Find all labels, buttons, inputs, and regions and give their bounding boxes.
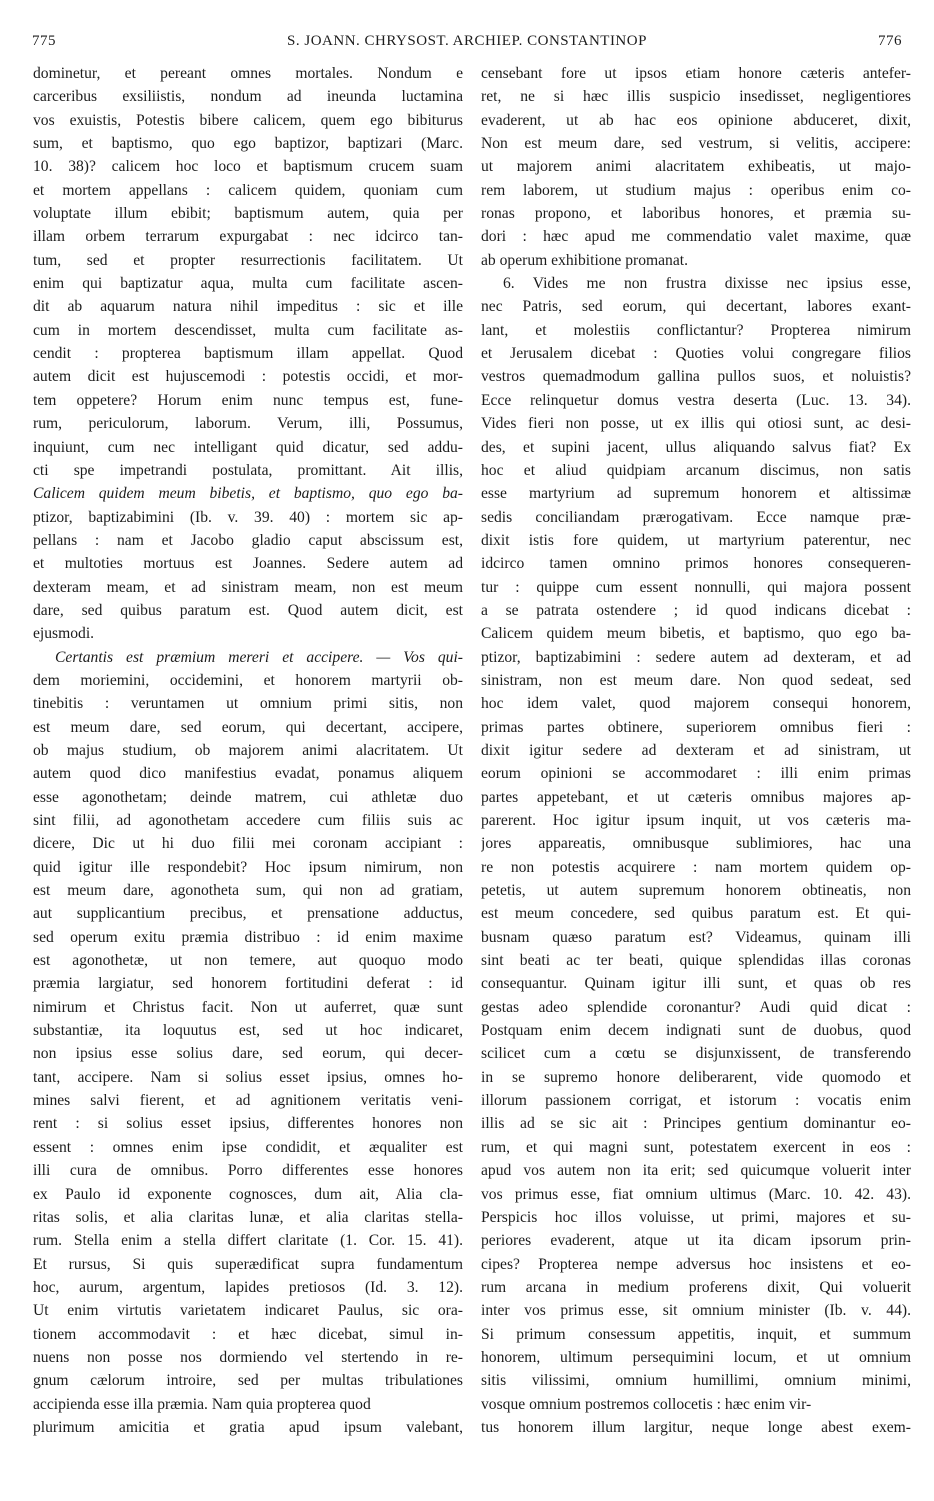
text-line: idcirco tamen omnino primos honores consequeren-: [481, 555, 911, 573]
text-line: nuens non posse nos dormiendo vel stertendo in re-: [33, 1348, 463, 1366]
text-line: aut supplicantium precibus, et prensatione adductus,: [33, 905, 463, 923]
text-line: autem quod dico manifestius evadat, ponamus aliquem: [33, 765, 463, 783]
text-line: illam orbem terrarum expurgabat : nec idcirco tan-: [33, 228, 463, 246]
text-line: cendit : propterea baptismum illam appellat. Quod: [33, 345, 463, 363]
text-line: gnum cælorum introire, sed per multas tribulationes: [33, 1372, 463, 1390]
text-line: petetis, ut autem supremum honorem obtineatis, non: [481, 882, 911, 900]
text-line: Si primum consessum appetitis, inquit, et summum: [481, 1325, 911, 1343]
text-line: ex Paulo id exponente cognosces, dum ait, Alia cla-: [33, 1185, 463, 1203]
text-line: et multoties mortuus est Joannes. Sedere autem ad: [33, 555, 463, 573]
text-line: censebant fore ut ipsos etiam honore cæteris antefer-: [481, 65, 911, 82]
text-line: jores appareatis, omnibusque sublimiores, hac una: [481, 835, 911, 853]
text-line: illis ad se sic ait : Principes gentium dominantur eo-: [481, 1115, 911, 1133]
text-line: 10. 38)? calicem hoc loco et baptismum crucem suam: [33, 158, 463, 176]
text-line: accipienda esse illa præmia. Nam quia propterea quod: [33, 1395, 371, 1413]
left-column: [33, 62, 463, 1439]
text-line: sinistram, non est meum dare. Non quod sedeat, sed: [481, 671, 911, 689]
text-line: dare, sed quibus paratum est. Quod autem dicit, est: [33, 601, 463, 619]
text-line: cti spe impetrandi postulata, promittant. Ait illis,: [33, 461, 463, 479]
text-line: et mortem appellans : calicem quidem, quoniam cum: [33, 181, 463, 199]
text-line: Et rursus, Si quis superædificat supra fundamentum: [33, 1255, 463, 1273]
text-line: evaderent, ut ab hac eos opinione abduceret, dixit,: [481, 111, 911, 129]
text-line: re non potestis acquirere : nam mortem quidem op-: [481, 858, 911, 876]
text-line: lant, et molestiis conflictantur? Propterea nimirum: [481, 321, 911, 339]
text-line: pellans : nam et Jacobo gladio caput abscissum est,: [33, 531, 463, 549]
text-line: est meum concedere, sed quibus paratum est. Et qui-: [481, 905, 911, 923]
text-line: Postquam enim decem indignati sunt de duobus, quod: [481, 1022, 911, 1040]
text-line: ret, ne si hæc illis suspicio insedisset, negligentiores: [481, 88, 911, 106]
text-line: sed operum exitu præmia distribuo : id enim maxime: [33, 928, 463, 946]
text-line: rent : si solius esset ipsius, differentes honores non: [33, 1115, 463, 1133]
text-line: rum, periculorum, laborum. Verum, illi, Possumus,: [33, 415, 463, 433]
text-line: scilicet cum a cœtu se disjunxissent, de transferendo: [481, 1045, 911, 1063]
page-number-right: 776: [878, 33, 902, 49]
text-line: inquiunt, cum nec intelligant quid dicatur, sed addu-: [33, 438, 463, 456]
text-line: dixit igitur sedere ad dexteram et ad sinistram, ut: [481, 741, 911, 759]
text-line: ptizor, baptizabimini (Ib. v. 39. 40) : mortem sic ap-: [33, 508, 463, 526]
text-line: tus honorem illum largitur, neque longe abest exem-: [481, 1418, 911, 1436]
text-line: autem dicit est hujuscemodi : potestis occidi, et mor-: [33, 368, 463, 386]
text-line: vestros quemadmodum gallina pullos suos, et noluistis?: [481, 368, 911, 386]
text-line: busnam quæso paratum est? Videamus, quinam illi: [481, 928, 911, 946]
text-line: eorum opinioni se accommodaret : illi enim primas: [481, 765, 911, 783]
text-line: nec Patris, sed eorum, qui decertant, labores exant-: [481, 298, 911, 316]
text-line: est meum dare, agonotheta sum, qui non ad gratiam,: [33, 882, 463, 900]
text-line: dominetur, et pereant omnes mortales. Nondum e: [33, 65, 463, 82]
text-line: rum arcana in medium proferens dixit, Qui voluerit: [481, 1278, 911, 1296]
text-line: est meum dare, sed eorum, qui decertant, accipere,: [33, 718, 463, 736]
text-line: sum, et baptismo, quo ego baptizor, baptizari (Marc.: [33, 135, 463, 153]
text-line: præmia largiatur, sed honorem fortitudini deferat : id: [33, 975, 463, 993]
text-line: partes appetebant, et ut cæteris omnibus majores ap-: [481, 788, 911, 806]
text-line: vos exuistis, Potestis bibere calicem, quem ego bibiturus: [33, 111, 463, 129]
text-line: hoc, aurum, argentum, lapides pretiosos (Id. 3. 12).: [33, 1278, 463, 1296]
text-line: tinebitis : veruntamen ut omnium primi sitis, non: [33, 695, 463, 713]
text-line: illi cura de omnibus. Porro differentes esse honores: [33, 1162, 463, 1180]
text-line: dixit istis fore quidem, ut martyrium paterentur, nec: [481, 531, 911, 549]
text-line: mines salvi fierent, et ad agnitionem veritatis veni-: [33, 1092, 463, 1110]
text-line: dori : hæc apud me commendatio valet maxime, quæ: [481, 228, 911, 246]
text-line: enim qui baptizatur aqua, multa cum facilitate ascen-: [33, 275, 463, 293]
text-line: Calicem quidem meum bibetis, et baptismo, quo ego ba-: [481, 625, 911, 643]
text-line: Ecce relinquetur domus vestra deserta (Luc. 13. 34).: [481, 391, 911, 409]
text-line: Certantis est præmium mereri et accipere. — Vos qui-: [55, 648, 463, 666]
text-line: tant, accipere. Nam si solius esset ipsius, omnes ho-: [33, 1068, 463, 1086]
text-line: Ut enim virtutis varietatem indicaret Paulus, sic ora-: [33, 1302, 463, 1320]
text-line: apud vos autem non ita erit; sed quicumque voluerit inter: [481, 1162, 911, 1180]
text-line: ptizor, baptizabimini : sedere autem ad dexteram, et ad: [481, 648, 911, 666]
text-line: periores evaderent, atque ut ita dicam ipsorum prin-: [481, 1232, 911, 1250]
text-line: ritas solis, et alia claritas lunæ, et alia claritas stella-: [33, 1208, 463, 1226]
text-line: in se supremo honore deliberarent, vide quomodo et: [481, 1068, 911, 1086]
text-line: dicere, Dic ut hi duo filii mei coronam accipiant :: [33, 835, 463, 853]
text-line: nimirum et Christus facit. Non ut auferret, quæ sunt: [33, 998, 463, 1016]
text-line: hoc idem valet, quod majorem consequi honorem,: [481, 695, 911, 713]
text-line: Perspicis hoc illos voluisse, ut primi, majores et su-: [481, 1208, 911, 1226]
text-line: cipes? Propterea nempe adversus hoc insistens et eo-: [481, 1255, 911, 1273]
text-line: primas partes obtinere, superiorem omnibus fieri :: [481, 718, 911, 736]
text-line: sedis conciliandam prærogativam. Ecce namque præ-: [481, 508, 911, 526]
text-line: dit ab aquarum natura nihil impeditus : sic et ille: [33, 298, 463, 316]
running-title: S. JOANN. CHRYSOST. ARCHIEP. CONSTANTINOP: [287, 33, 647, 49]
text-line: vosque omnium postremos collocetis : hæc enim vir-: [481, 1395, 812, 1413]
text-line: est agonothetæ, ut non temere, aut quoquo modo: [33, 952, 463, 970]
text-line: sint beati ac ter beati, quique splendidas illas coronas: [481, 952, 911, 970]
text-line: tem oppetere? Horum enim nunc tempus est, fune-: [33, 391, 463, 409]
text-line: inter vos primus esse, sit omnium minister (Ib. v. 44).: [481, 1302, 911, 1320]
text-line: Calicem quidem meum bibetis, et baptismo, quo ego ba-: [33, 485, 463, 503]
text-line: quid igitur ille respondebit? Hoc ipsum nimirum, non: [33, 858, 463, 876]
text-line: gestas adeo splendide coronantur? Audi quid dicat :: [481, 998, 911, 1016]
page-number-left: 775: [32, 33, 56, 49]
text-line: honorem, ultimum persequimini locum, et ut omnium: [481, 1348, 911, 1366]
text-line: esse agonothetam; deinde matrem, cui athletæ duo: [33, 788, 463, 806]
text-line: ronas propono, et laboribus honores, et præmia su-: [481, 205, 911, 223]
text-line: esse martyrium ad supremum honorem et altissimæ: [481, 485, 911, 503]
text-line: dem moriemini, occidemini, et honorem martyrii ob-: [33, 671, 463, 689]
text-line: non ipsius esse solius dare, sed eorum, qui decer-: [33, 1045, 463, 1063]
text-line: a se patrata ostendere ; id quod indicans dicebat :: [481, 601, 911, 619]
text-line: et Jerusalem dicebat : Quoties volui congregare filios: [481, 345, 911, 363]
text-line: vos primus esse, fiat omnium ultimus (Marc. 10. 42. 43).: [481, 1185, 911, 1203]
right-column: [481, 62, 911, 1439]
text-line: Non est meum dare, sed vestrum, si velitis, accipere:: [481, 135, 911, 153]
text-line: substantiæ, ita loquutus est, sed ut hoc indicaret,: [33, 1022, 463, 1040]
text-line: tionem accommodavit : et hæc dicebat, simul in-: [33, 1325, 463, 1343]
text-line: ejusmodi.: [33, 625, 95, 643]
text-line: sint filii, ad agonothetam accedere cum filiis suis ac: [33, 812, 463, 829]
text-line: rem laborem, ut studium majus : operibus enim co-: [481, 181, 911, 199]
text-line: dexteram meam, et ad sinistram meam, non est meum: [33, 578, 463, 596]
text-line: voluptate illum ebibit; baptismum autem, quia per: [33, 205, 463, 223]
text-line: hoc et aliud quidpiam arcanum discimus, non satis: [481, 461, 911, 479]
text-line: ob majus studium, ob majorem animi alacritatem. Ut: [33, 741, 463, 759]
text-line: tur : quippe cum essent nonnulli, qui majora possent: [481, 578, 911, 596]
text-line: tum, sed et propter resurrectionis facilitatem. Ut: [33, 251, 463, 269]
text-line: des, et supini jacent, ullus aliquando salvus fiat? Ex: [481, 438, 911, 456]
text-line: ab operum exhibitione promanat.: [481, 251, 688, 269]
text-line: parerent. Hoc igitur ipsum inquit, ut vos cæteris ma-: [481, 812, 911, 829]
text-line: consequantur. Quinam igitur illi sunt, et quas ob res: [481, 975, 911, 993]
text-line: essent : omnes enim ipse condidit, et æqualiter est: [33, 1138, 463, 1156]
text-line: Vides fieri non posse, ut ex illis qui otiosi sunt, ac desi-: [481, 415, 911, 433]
text-line: ut majorem animi alacritatem exhibeatis, ut majo-: [481, 158, 911, 176]
text-line: rum, et qui magni sunt, potestatem exercent in eos :: [481, 1138, 911, 1156]
page-header: [22, 6, 912, 49]
text-line: sitis vilissimi, omnium humillimi, omnium minimi,: [481, 1372, 911, 1390]
text-line: cum in mortem descendisset, multa cum facilitate as-: [33, 321, 463, 339]
text-line: carceribus exsiliistis, nondum ad ineunda luctamina: [33, 88, 463, 106]
text-line: illorum passionem corrigat, et istorum : vocatis enim: [481, 1092, 911, 1110]
text-line: plurimum amicitia et gratia apud ipsum valebant,: [33, 1418, 463, 1436]
text-line: rum. Stella enim a stella differt claritate (1. Cor. 15. 41).: [33, 1232, 463, 1250]
text-line: 6. Vides me non frustra dixisse nec ipsius esse,: [503, 275, 911, 293]
